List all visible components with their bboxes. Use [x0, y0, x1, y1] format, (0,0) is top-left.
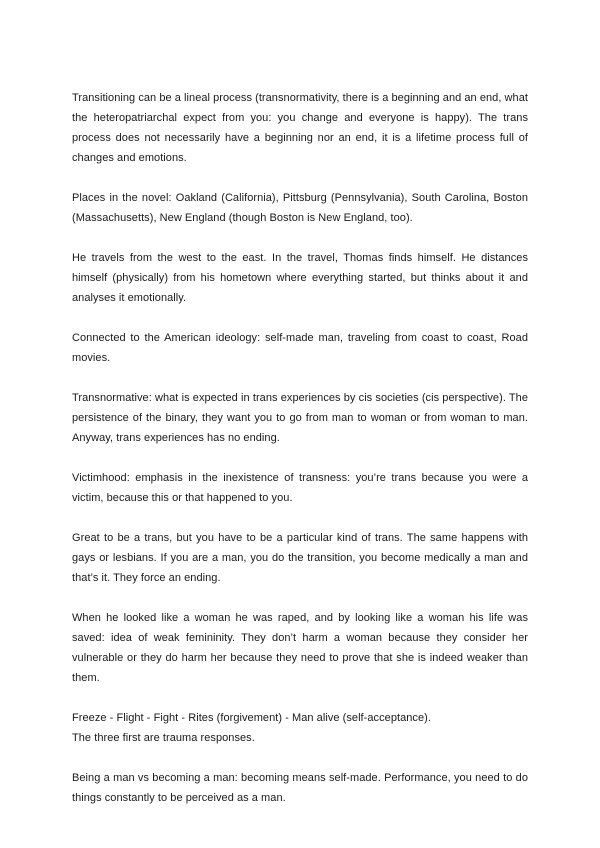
document-page — [72, 88, 528, 828]
paragraph-american-ideology: Connected to the American ideology: self-made man, traveling from coast to coast, Road movies. — [72, 332, 528, 364]
paragraph-transnormative: Transnormative: what is expected in trans experiences by cis societies (cis perspective). The persistence of the binary, they want you to go from man to woman or from woman to man. Anyway, trans experiences has no ending. — [72, 392, 528, 444]
paragraph-places: Places in the novel: Oakland (California), Pittsburg (Pennsylvania), South Carolina, Boston (Massachusetts), New England (though Boston is New England, too). — [72, 192, 528, 224]
paragraph-transitioning: Transitioning can be a lineal process (transnormativity, there is a beginning and an end, what the heteropatriarchal expect from you: you change and everyone is happy). The trans process does not necessarily have a beginning nor an end, it is a lifetime process full of changes and emotions. — [72, 92, 528, 164]
paragraph-trauma-responses — [72, 708, 528, 748]
paragraph-travels: He travels from the west to the east. In the travel, Thomas finds himself. He distances himself (physically) from his hometown where everything started, but thinks about it and analyses it emotionally. — [72, 252, 528, 304]
paragraph-victimhood: Victimhood: emphasis in the inexistence of transness: you’re trans because you were a victim, because this or that happened to you. — [72, 472, 528, 504]
trauma-stages-line: Freeze - Flight - Fight - Rites (forgivement) - Man alive (self-acceptance). — [72, 712, 431, 724]
paragraph-being-vs-becoming: Being a man vs becoming a man: becoming means self-made. Performance, you need to do things constantly to be perceived as a man. — [72, 772, 528, 804]
paragraph-great-to-be-trans: Great to be a trans, but you have to be a particular kind of trans. The same happens with gays or lesbians. If you are a man, you do the transition, you become medically a man and that’s it. They force an ending. — [72, 532, 528, 584]
paragraph-weak-femininity: When he looked like a woman he was raped, and by looking like a woman his life was saved: idea of weak femininity. They don’t harm a woman because they consider her vulnerable or they do harm her because they need to prove that she is indeed weaker than them. — [72, 612, 528, 684]
trauma-note-line: The three first are trauma responses. — [72, 732, 255, 744]
